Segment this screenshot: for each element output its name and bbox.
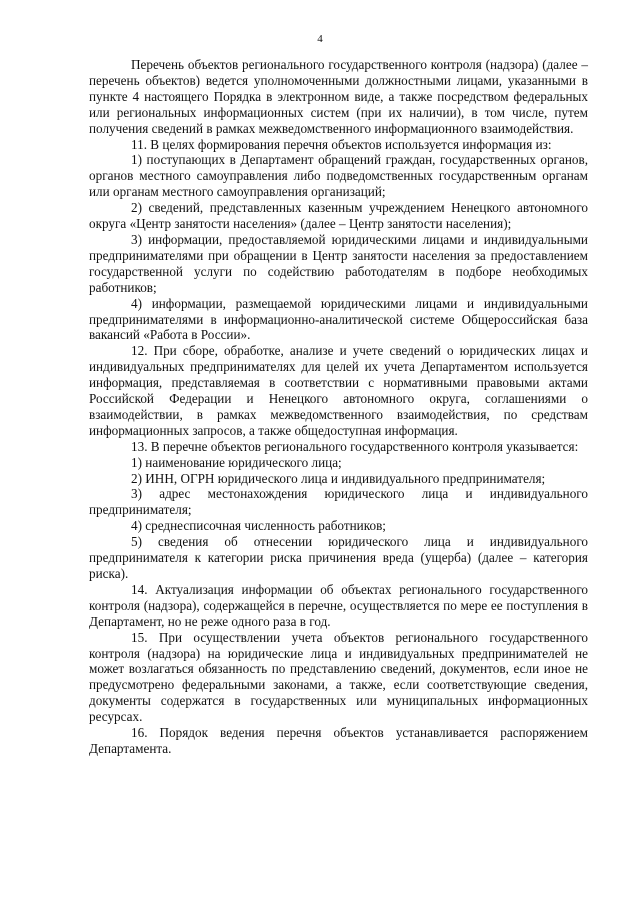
paragraph-item-13-1: 1) наименование юридического лица; (131, 454, 342, 470)
paragraph-item-11-4: 4) информации, размещаемой юридическими лицами и индивидуальными предпринимателями в информационно-аналитической системе Общероссийская база вакансий «Работа в России». (89, 295, 588, 343)
paragraph-item-13-3: 3) адрес местонахождения юридического лица и индивидуального предпринимателя; (89, 486, 588, 518)
paragraph-item-11-2: 2) сведений, представленных казенным учреждением Ненецкого автономного округа «Центр занятости населения» (далее – Центр занятости населения); (89, 200, 588, 232)
paragraph-item-11-1: 1) поступающих в Департамент обращений граждан, государственных органов, органов местного самоуправления либо подведомственных государственным органам или органам местного самоуправления организаций; (89, 152, 588, 200)
page-number: 4 (317, 33, 323, 45)
paragraph-item-13-4: 4) среднесписочная численность работников; (131, 518, 386, 534)
paragraph-intro: Перечень объектов регионального государственного контроля (надзора) (далее – перечень объектов) ведется уполномоченными должностными лицами, указанными в пункте 4 настоящего Порядка в электронном виде, а также посредством федеральных или региональных информационных систем (при их наличии), в том числе, путем получения сведений в рамках межведомственного информационного взаимодействия. (89, 57, 588, 136)
paragraph-item-13: 13. В перечне объектов регионального государственного контроля указывается: (131, 438, 579, 454)
paragraph-item-16: 16. Порядок ведения перечня объектов устанавливается распоряжением Департамента. (89, 725, 588, 756)
paragraph-item-11: 11. В целях формирования перечня объектов используется информация из: (131, 136, 552, 152)
document-body (89, 57, 588, 757)
paragraph-item-13-2: 2) ИНН, ОГРН юридического лица и индивидуального предпринимателя; (131, 470, 546, 486)
paragraph-item-12: 12. При сборе, обработке, анализе и учете сведений о юридических лицах и индивидуальных предпринимателях для целей их учета Департаментом используется информация, представляемая в соответствии с нормативными правовыми актами Российской Федерации и Ненецкого автономного округа, соглашениями о взаимодействии, в рамках межведомственного взаимодействия, по средствам информационных запросов, а также общедоступная информация. (89, 343, 588, 438)
paragraph-item-15: 15. При осуществлении учета объектов регионального государственного контроля (надзора) на юридические лица и индивидуальных предпринимателей не может возлагаться обязанность по представлению сведений, документов, если иное не предусмотрено федеральными законами, а также, если соответствующие сведения, документы содержатся в государственных или муниципальных информационных ресурсах. (89, 629, 588, 725)
paragraph-item-11-3: 3) информации, предоставляемой юридическими лицами и индивидуальными предпринимателями при обращении в Центр занятости населения за предоставлением государственной услуги по содействию работодателям в подборе необходимых работников; (89, 231, 588, 295)
paragraph-item-13-5: 5) сведения об отнесении юридического лица и индивидуального предпринимателя к категории риска причинения вреда (ущерба) (далее – категория риска). (89, 534, 588, 581)
paragraph-item-14: 14. Актуализация информации об объектах регионального государственного контроля (надзора), содержащейся в перечне, осуществляется по мере ее поступления в Департамент, но не реже одного раза в год. (89, 581, 588, 629)
